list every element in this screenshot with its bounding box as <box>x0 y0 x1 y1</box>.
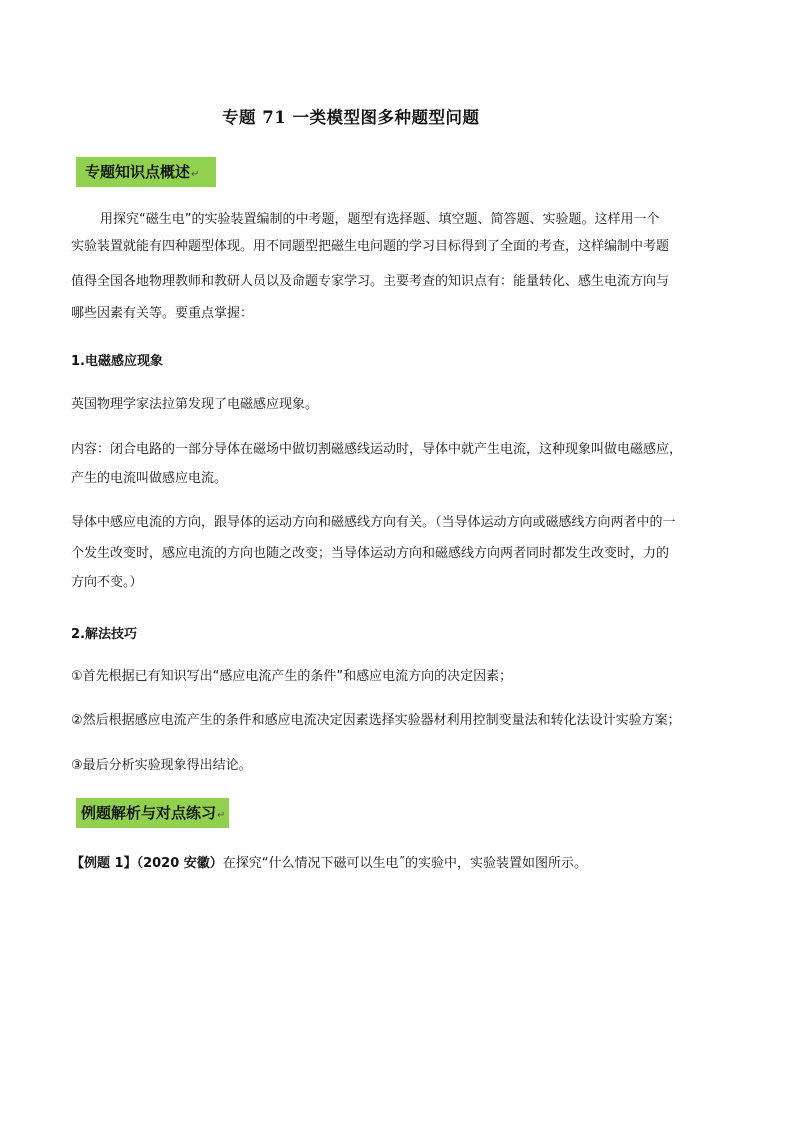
point-1-direction-line-1: 导体中感应电流的方向，跟导体的运动方向和磁感线方向有关。（当导体运动方向或磁感线方向两者中的一 <box>71 515 676 530</box>
section-tag-label: 专题知识点概述 <box>85 163 191 181</box>
section-tag-examples-practice <box>76 798 229 828</box>
point-2-step-2: ②然后根据感应电流产生的条件和感应电流决定因素选择实验器材利用控制变量法和转化法设计实验方案； <box>71 713 681 728</box>
example-1-text: 在探究“什么情况下磁可以生电˝的实验中，实验装置如图所示。 <box>222 856 588 871</box>
intro-line-2: 实验装置就能有四种题型体现。用不同题型把磁生电问题的学习目标得到了全面的考查，这样编制中考题 <box>71 239 670 254</box>
paragraph-mark-icon: ↵ <box>217 810 226 821</box>
point-2-heading: 2.解法技巧 <box>71 627 137 642</box>
intro-line-1: 用探究“磁生电”的实验装置编制的中考题，题型有选择题、填空题、简答题、实验题。这样用一个 <box>100 212 660 227</box>
point-2-step-3: ③最后分析实验现象得出结论。 <box>71 758 252 773</box>
point-2-step-1: ①首先根据已有知识写出“感应电流产生的条件”和感应电流方向的决定因素； <box>71 669 513 684</box>
point-1-heading: 1.电磁感应现象 <box>71 354 163 369</box>
section-tag-knowledge-overview <box>76 157 216 187</box>
example-1-label: 【例题 1】 <box>71 856 137 871</box>
paragraph-mark-icon: ↵ <box>191 169 200 180</box>
document-title: 专题 71 一类模型图多种题型问题 <box>222 108 480 127</box>
section-tag-label: 例题解析与对点练习 <box>81 804 217 822</box>
intro-line-4: 哪些因素有关等。要重点掌握： <box>71 306 254 321</box>
point-1-direction-line-2: 个发生改变时，感应电流的方向也随之改变；当导体运动方向和磁感线方向两者同时都发生改变时，力的 <box>71 546 670 561</box>
example-1-source: （2020 安徽） <box>136 856 223 871</box>
example-1-line <box>71 852 587 871</box>
point-1-content-line-2: 产生的电流叫做感应电流。 <box>71 471 228 486</box>
point-1-discovery: 英国物理学家法拉第发现了电磁感应现象。 <box>71 397 319 412</box>
intro-line-3: 值得全国各地物理教师和教研人员以及命题专家学习。主要考查的知识点有：能量转化、感生电流方向与 <box>71 274 670 289</box>
point-1-content-line-1: 内容：闭合电路的一部分导体在磁场中做切割磁感线运动时，导体中就产生电流，这种现象叫做电磁感应， <box>71 442 683 457</box>
point-1-direction-line-3: 方向不变。） <box>71 575 143 590</box>
